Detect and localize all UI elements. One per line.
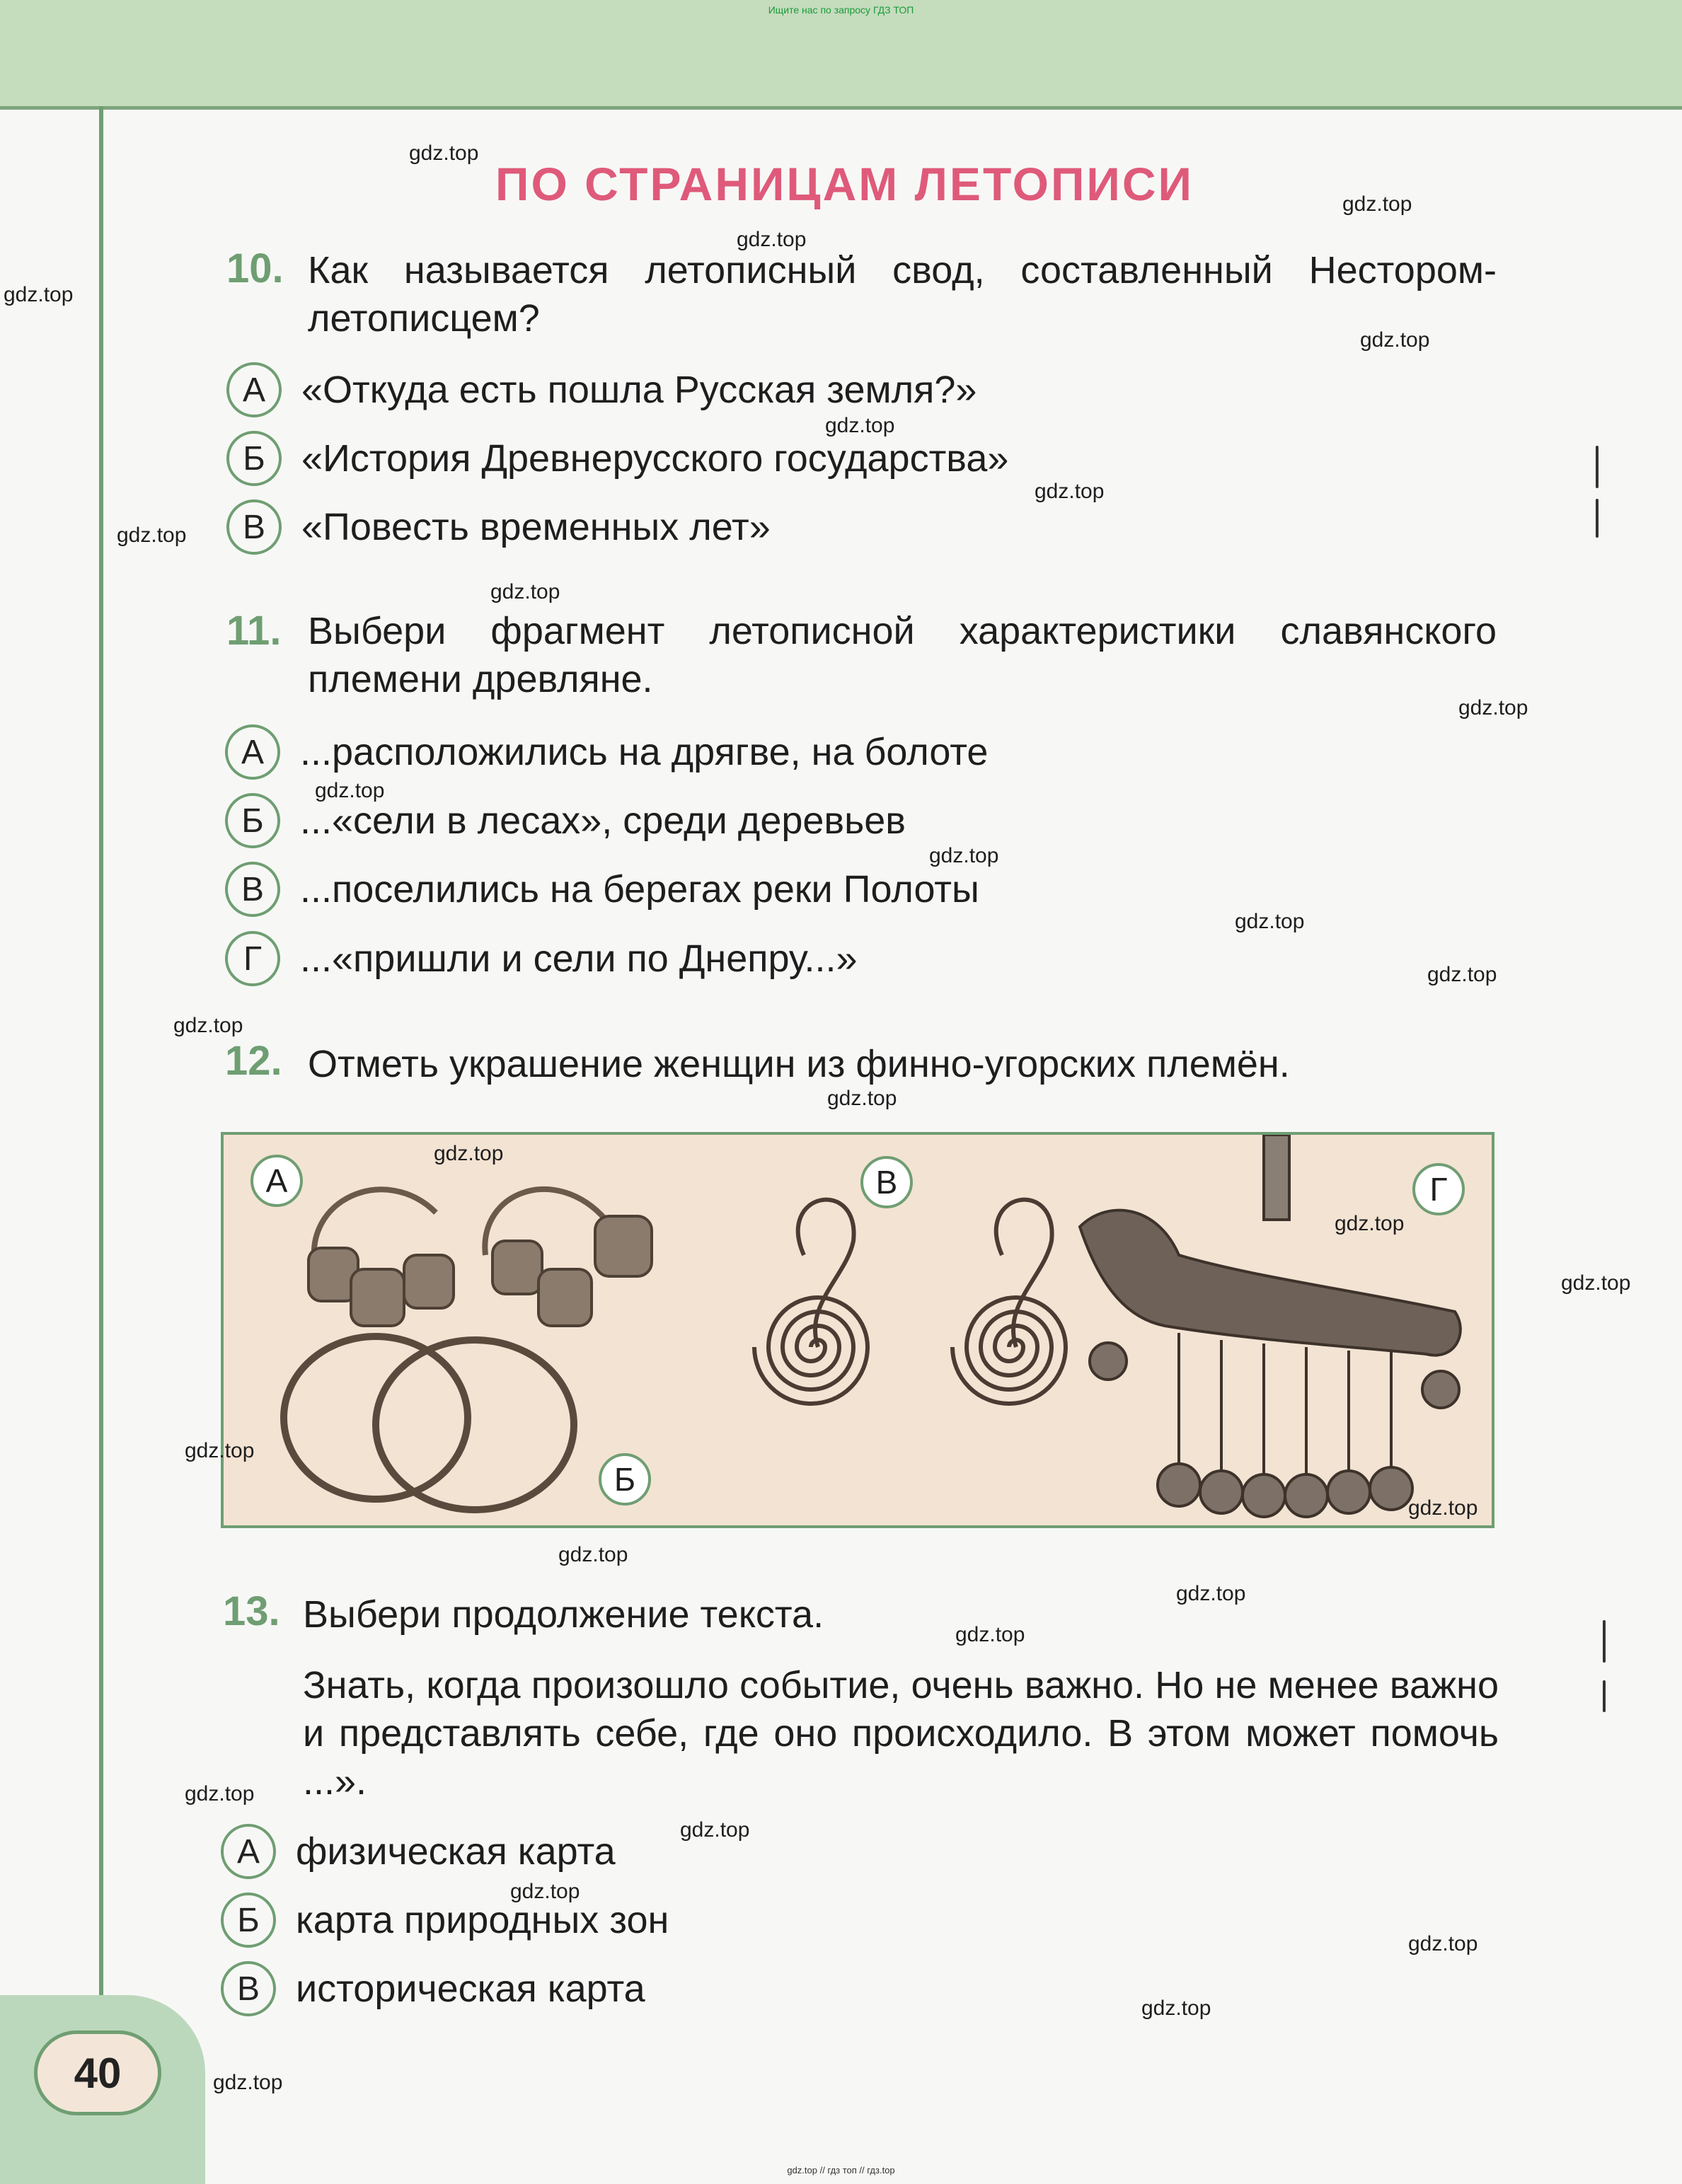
- answer-option[interactable]: [225, 862, 979, 917]
- option-text: ...расположились на дрягве, на болоте: [300, 731, 989, 773]
- option-label[interactable]: А: [226, 362, 282, 417]
- option-text: ...«сели в лесах», среди деревьев: [300, 799, 906, 842]
- watermark: gdz.top: [4, 283, 74, 306]
- watermark: gdz.top: [1458, 696, 1528, 720]
- answer-option[interactable]: [226, 362, 977, 417]
- watermark: gdz.top: [1427, 963, 1497, 986]
- binding-mark: [1603, 1620, 1606, 1663]
- option-label[interactable]: Б: [221, 1893, 276, 1948]
- binding-mark: [1596, 499, 1599, 538]
- question-text: Как называется летописный свод, составленный Нестором-летописцем?: [308, 249, 1497, 340]
- option-label[interactable]: В: [221, 1961, 276, 2016]
- watermark: gdz.top: [1408, 1496, 1478, 1520]
- option-text: «Повесть временных лет»: [301, 506, 771, 548]
- page-title: ПО СТРАНИЦАМ ЛЕТОПИСИ: [495, 158, 1194, 210]
- answer-option[interactable]: [225, 931, 858, 986]
- watermark: gdz.top: [1408, 1932, 1478, 1955]
- earring-beads: [309, 1216, 652, 1326]
- image-label-v[interactable]: В: [860, 1156, 913, 1208]
- watermark: gdz.top: [737, 228, 807, 251]
- top-note: Ищите нас по запросу ГДЗ ТОП: [768, 4, 914, 16]
- question-text: Выбери фрагмент летописной характеристики славянского племени древляне.: [308, 610, 1497, 700]
- spiral-ornaments-drawing: [754, 1200, 1066, 1404]
- watermark: gdz.top: [558, 1543, 628, 1566]
- answer-option[interactable]: [221, 1961, 645, 2016]
- option-label[interactable]: Г: [225, 931, 280, 986]
- jewelry-illustration: [224, 1135, 1492, 1525]
- watermark: gdz.top: [1360, 328, 1430, 352]
- watermark: gdz.top: [827, 1087, 897, 1110]
- question-number: 11.: [226, 608, 282, 654]
- option-text: физическая карта: [296, 1830, 616, 1873]
- watermark: gdz.top: [1141, 1997, 1211, 2020]
- margin-rule: [99, 106, 103, 2030]
- bottom-note: gdz.top // гдз топ // гдз.top: [787, 2165, 895, 2176]
- option-text: историческая карта: [296, 1968, 645, 2010]
- watermark: gdz.top: [1561, 1271, 1631, 1295]
- option-label[interactable]: В: [225, 862, 280, 917]
- option-label[interactable]: А: [221, 1824, 276, 1879]
- bracelets-drawing: [284, 1336, 574, 1510]
- watermark: gdz.top: [213, 2071, 283, 2094]
- image-label-a[interactable]: А: [250, 1155, 303, 1207]
- watermark: gdz.top: [680, 1818, 750, 1842]
- answer-option[interactable]: [221, 1893, 669, 1948]
- watermark: gdz.top: [1342, 192, 1412, 216]
- watermark: gdz.top: [929, 844, 999, 867]
- watermark: gdz.top: [1035, 480, 1105, 503]
- watermark: gdz.top: [434, 1142, 504, 1165]
- answer-option[interactable]: [226, 499, 771, 555]
- watermark: gdz.top: [825, 414, 895, 437]
- watermark: gdz.top: [1335, 1212, 1405, 1235]
- binding-mark: [1603, 1680, 1606, 1712]
- page-number: 40: [34, 2030, 161, 2115]
- watermark: gdz.top: [510, 1880, 580, 1903]
- option-label[interactable]: Б: [226, 431, 282, 486]
- watermark: gdz.top: [185, 1439, 255, 1462]
- watermark: gdz.top: [1176, 1582, 1246, 1605]
- horse-pendant-drawing: [1080, 1135, 1461, 1517]
- watermark: gdz.top: [315, 779, 385, 802]
- option-label[interactable]: А: [225, 724, 280, 780]
- question-number: 12.: [225, 1038, 282, 1084]
- option-text: ...поселились на берегах реки Полоты: [300, 868, 979, 911]
- image-label-g[interactable]: Г: [1412, 1163, 1465, 1215]
- question-number: 10.: [226, 245, 284, 291]
- binding-mark: [1596, 446, 1599, 488]
- answer-option[interactable]: [226, 431, 1008, 486]
- option-label[interactable]: В: [226, 499, 282, 555]
- answer-option[interactable]: [225, 724, 988, 780]
- watermark: gdz.top: [490, 580, 560, 603]
- watermark: gdz.top: [955, 1623, 1025, 1646]
- watermark: gdz.top: [185, 1782, 255, 1805]
- question-text: Отметь украшение женщин из финно-угорских племён.: [308, 1043, 1290, 1085]
- option-text: «История Древнерусского государства»: [301, 437, 1009, 480]
- watermark: gdz.top: [173, 1014, 243, 1037]
- question-text: Выбери продолжение текста.: [303, 1593, 824, 1636]
- question-passage: Знать, когда произошло событие, очень важно. Но не менее важно и представлять себе, где оно происходило. В этом может помочь ...».: [303, 1664, 1499, 1803]
- image-label-b[interactable]: Б: [599, 1453, 651, 1506]
- option-text: «Откуда есть пошла Русская земля?»: [301, 369, 977, 411]
- watermark: gdz.top: [1235, 910, 1305, 933]
- jewelry-image-panel: [221, 1132, 1494, 1528]
- option-text: ...«пришли и сели по Днепру...»: [300, 937, 858, 980]
- answer-option[interactable]: [221, 1824, 616, 1879]
- watermark: gdz.top: [117, 524, 187, 547]
- option-label[interactable]: Б: [225, 793, 280, 848]
- question-number: 13.: [223, 1588, 280, 1634]
- header-band: [0, 0, 1682, 110]
- watermark: gdz.top: [409, 141, 479, 165]
- option-text: карта природных зон: [296, 1899, 669, 1941]
